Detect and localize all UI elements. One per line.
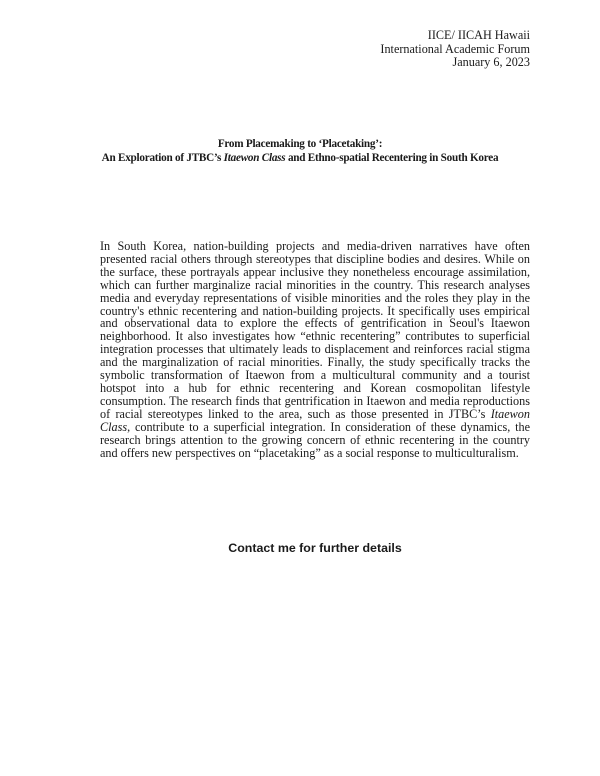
abstract-part-2: , contribute to a superficial integration. In consideration of these dynamics, the research brings attention to the growing concern of ethnic recentering in the country and offers new perspectives on “placetaking” as a social response to multiculturalism.: [100, 419, 530, 460]
contact-note: Contact me for further details: [228, 541, 402, 555]
abstract-paragraph: [100, 240, 530, 459]
conference-header: [380, 29, 530, 70]
title-suffix: and Ethno-spatial Recentering in South Korea: [285, 152, 499, 164]
paper-title: [60, 137, 540, 165]
title-prefix: An Exploration of JTBC’s: [101, 152, 224, 164]
conference-date: January 6, 2023: [452, 55, 530, 70]
title-show-name: Itaewon Class: [223, 152, 286, 164]
forum-name: International Academic Forum: [380, 41, 530, 56]
abstract-show-name: Itaewon Class: [100, 406, 530, 434]
abstract-part-1: In South Korea, nation-building projects and media-driven narratives have often presented racial others through stereotypes that discipline bodies and desires. While on the surface, these portrayals appear inclusive they nonetheless encourage assimilation, which can further marginalize racial minorities in the country. This research analyses media and everyday representations of visible minorities and the roles they play in the country's ethnic recentering and nation-building projects. It specifically uses empirical and observational data to explore the effects of gentrification in Seoul's Itaewon neighborhood. It also investigates how “ethnic recentering” contributes to superficial integration processes that ultimately leads to displacement and reinforces racial stigma and the marginalization of racial minorities. Finally, the study specifically tracks the symbolic transformation of Itaewon from a multicultural community and a tourist hotspot into a hub for ethnic recentering and Korean cosmopolitan lifestyle consumption. The research finds that gentrification in Itaewon and media reproductions of racial stereotypes linked to the area, such as those presented in JTBC’s: [100, 239, 530, 421]
title-line-2: [60, 151, 540, 165]
conference-name: IICE/ IICAH Hawaii: [427, 28, 530, 42]
title-line-1: From Placemaking to ‘Placetaking’:: [217, 138, 383, 150]
